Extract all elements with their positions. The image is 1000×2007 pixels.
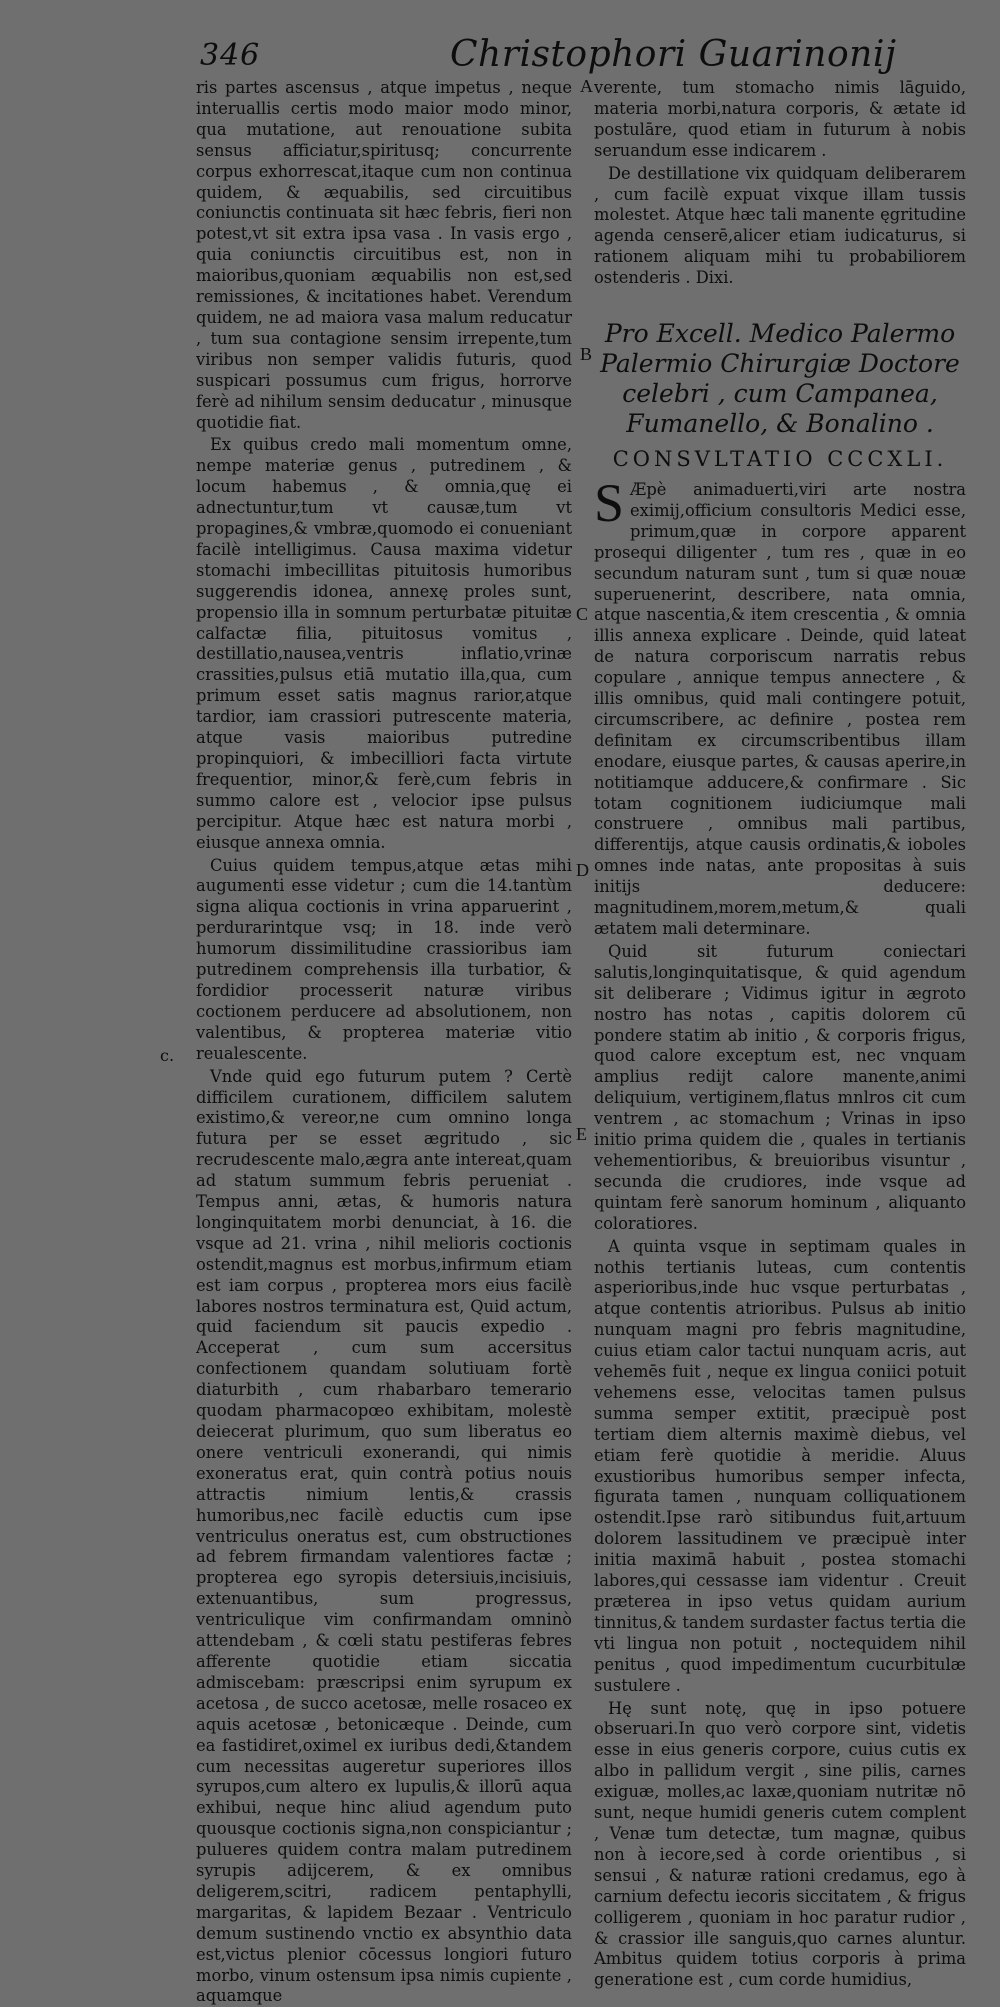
paragraph: Ex quibus credo mali momentum omne, nempe materiæ genus , putredinem , & locum habemus , & omnia,quę ei adnectuntur,tum vt causæ,tum vt propagines,& vmbræ,quomodo ei conueniant facilè intelligimus. Causa maxima videtur stomachi imbecillitas pituitosis humoribus suggerendis idonea, annexę proles sunt, propensio illa in somnum perturbatæ pituitæ calfactæ filia, pituitosus vomitus , destillatio,nausea,ventris inflatio,vrinæ crassities,pulsus etiā mutatio illa,qua, cum primum esset satis magnus rarior,atque tardior, iam crassiori putrescente materia, atque vasis maioribus putredine propinquiori, & imbecilliori facta virtute frequentior, minor,& ferè,cum febris in summo calore est , velocior ipse pulsus percipitur. Atque hæc est natura morbi , eiusque annexa omnia. xyxy=(196,435,572,852)
consultation-heading: Pro Excell. Medico Palermo Palermio Chirurgiæ Doctore celebri , cum Campanea, Fumanello, & Bonalino . xyxy=(600,319,960,439)
paragraph: De destillatione vix quidquam deliberarem , cum facilè expuat vixque illam tussis molestet. Atque hæc tali manente ęgritudine agenda censerē,alicer etiam iudicaturus, si rationem aliquam mihi tu probabiliorem ostenderis . Dixi. xyxy=(594,163,966,288)
paragraph: A quinta vsque in septimam quales in nothis tertianis luteas, cum contentis asperioribus,inde huc vsque perturbatas , atque contentis atrioribus. Pulsus ab initio nunquam magni pro febris magnitudine, cuius etiam calor tactui nunquam acris, aut vehemēs fuit , neque ex lingua coniici potuit vehemens esse, velocitas tamen pulsus summa semper extitit, præcipuè post tertiam diem alternis maximè diebus, vel etiam ferè quotidie à meridie. Aluus exustioribus humoribus semper infecta, figurata tamen , nunquam colliquationem ostendit.Ipse rarò sitibundus fuit,artuum dolorem lassitudinem ve præcipuè inter initia maximā habuit , postea stomachi labores,qui cessasse iam videntur . Creuit præterea in ipso vetus quidam aurium tinnitus,& tandem surdaster factus tertia die vti lingua non potuit , noctequidem nihil penitus , quod impedimentum cucurbitulæ sustulere . xyxy=(594,1236,966,1695)
margin-letter-e: E xyxy=(576,1124,587,1144)
stray-mark: c. xyxy=(160,1046,175,1065)
paragraph: Hę sunt notę, quę in ipso potuere obseruari.In quo verò corpore sint, videtis esse in eius generis corpore, cuius cutis ex albo in pallidum vergit , sine pilis, carnes exiguæ, molles,ac laxæ,quoniam nutritæ nō sunt, neque humidi generis cutem complent , Venæ tum detectæ, tum magnæ, quibus non à iecore,sed à corde orientibus , si sensui , & naturæ rationi credamus, ego à carnium defectu iecoris siccitatem , & frigus colligerem , quoniam in hoc paratur rudior , & crassior ille sanguis,quo carnes aluntur. Ambitus quidem totius corporis à prima generatione est , cum corde humidius, xyxy=(594,1698,966,1990)
running-title: Christophori Guarinonij xyxy=(450,34,897,75)
margin-letter-c: C xyxy=(576,604,589,624)
page-number: 346 xyxy=(200,38,261,73)
consultation-number: CONSVLTATIO CCCXLI. xyxy=(612,447,948,472)
drop-cap: S xyxy=(594,472,625,533)
margin-letter-a: A xyxy=(580,76,593,96)
paragraph: Vnde quid ego futurum putem ? Certè difficilem curationem, difficilem salutem existimo,& vereor,ne cum omnino longa futura per se esset ægritudo , sic recrudescente malo,ægra ante intereat,quam ad statum summum febris perueniat . Tempus anni, ætas, & humoris natura longinquitatem morbi denunciat, à 16. die vsque ad 21. vrina , nihil melioris coctionis ostendit,magnus est morbus,infirmum etiam est iam corpus , propterea mors eius facilè labores nostros terminatura est, Quid actum, quid faciendum sit paucis expedio . Acceperat , cum sum accersitus confectionem quandam solutiuam fortè diaturbith , cum rhabarbaro temerario quodam pharmacopœo exhibitam, molestè deiecerat plurimum, quo sum liberatus eo onere ventriculi exonerandi, qui nimis exoneratus erat, quin contrà potius nouis attractis nimium lentis,& crassis humoribus,nec facilè eductis cum ipse ventriculus oneratus est, cum obstructiones ad febrem firmandam valentiores factæ ; propterea ego syropis detersiuis,incisiuis, extenuantibus, sum progressus, ventriculique vim confirmandam omninò attendebam , & cœli statu pestiferas febres afferente quotidie etiam siccatia admiscebam: præscripsi enim syrupum ex acetosa , de succo acetosæ, melle rosaceo ex aquis acetosæ , betonicæque . Deinde, cum ea fastidiret,oximel ex iuribus dedi,&tandem cum necessitas augeretur superiores illos syrupos,cum altero ex lupulis,& illorū aqua exhibui, neque hinc aliud agendum puto quousque coctionis signa,non conspiciantur ; pulueres quidem contra malam putredinem syrupis adijcerem, & ex omnibus deligerem,scitri, radicem pentaphylli, margaritas, & lapidem Bezaar . Ventriculo demum sustinendo vnctio ex absynthio data est,victus plenior cōcessus longiori futuro morbo, vinum ostensum ipsa nimis cupiente , aquamque xyxy=(196,1066,572,2006)
paragraph: verente, tum stomacho nimis lāguido, materia morbi,natura corporis, & ætate id postulāre, quod etiam in futurum à nobis seruandum esse indicarem . xyxy=(594,78,966,160)
paragraph: Quid sit futurum coniectari salutis,longinquitatisque, & quid agendum sit deliberare ; Vidimus igitur in ægroto nostro has notas , capitis dolorem cū pondere statim ab initio , & corporis frigus, quod calore exceptum est, nec vnquam amplius redijt calore manente,animi deliquium, vertiginem,flatus mnlros cit cum ventrem , ac stomachum ; Vrinas in ipso initio prima quidem die , quales in tertianis vehementioribus, & breuioribus visuntur , secunda die crudiores, inde vsque ad quintam ferè sanorum hominum , aliquanto coloratiores. xyxy=(594,941,966,1233)
paragraph-text: Æpè animaduerti,viri arte nostra eximij,officium consultoris Medici esse, primum,quæ in corpore apparent prosequi diligenter , tum res , quæ in eo secundum naturam sunt , tum si quæ nouæ superuenerint, describere, nata omnia, atque nascentia,& item crescentia , & omnia illis annexa explicare . Deinde, quid lateat de natura corporiscum narratis rebus copulare , annique tempus annectere , & illis omnibus, quid mali contingere potuit, circumscribere, ac definire , postea rem definitam ex circumscribentibus illam enodare, eiusque partes, & causas aperire,in notitiamque adducere,& confirmare . Sic totam cognitionem iudiciumque mali construere , omnibus mali partibus, differentijs, atque causis ordinatis,& ioboles omnes inde natas, ante propositas à suis initijs deducere: magnitudinem,morem,metum,& quali ætatem mali determinare. xyxy=(594,479,966,938)
margin-letter-b: B xyxy=(580,344,593,364)
margin-letter-d: D xyxy=(576,860,589,880)
left-column xyxy=(196,78,572,2007)
paragraph-with-drop-cap xyxy=(594,472,966,940)
right-column xyxy=(594,78,966,1991)
paragraph: Cuius quidem tempus,atque ætas mihi augumenti esse videtur ; cum die 14.tantùm signa aliqua coctionis in vrina apparuerint , perdurarintque vsq; in 18. inde verò humorum dissimilitudine crassioribus iam putredinem comprehensis illa turbatior, & fordidior processerit naturæ viribus coctionem perducere ad absolutionem, non valentibus, & propterea materiæ vitio reualescente. xyxy=(196,855,572,1063)
paragraph: ris partes ascensus , atque impetus , neque interuallis certis modo maior modo minor, qua mutatione, aut renouatione subita sensus afficiatur,spiritusq; concurrente corpus exhorrescat,itaque cum non continua quidem, & æquabilis, sed circuitibus coniunctis continuata sit hæc febris, fieri non potest,vt sit extra ipsa vasa . In vasis ergo , quia coniunctis circuitibus est, non in maioribus,quoniam æquabilis non est,sed remissiones, & incitationes habet. Verendum quidem, ne ad maiora vasa malum reducatur , tum sua contagione sensim irrepente,tum viribus non semper validis futuris, quod suspicari possumus cum frigus, horrorve ferè ad nihilum sensim deducatur , minusque quotidie fiat. xyxy=(196,78,572,432)
